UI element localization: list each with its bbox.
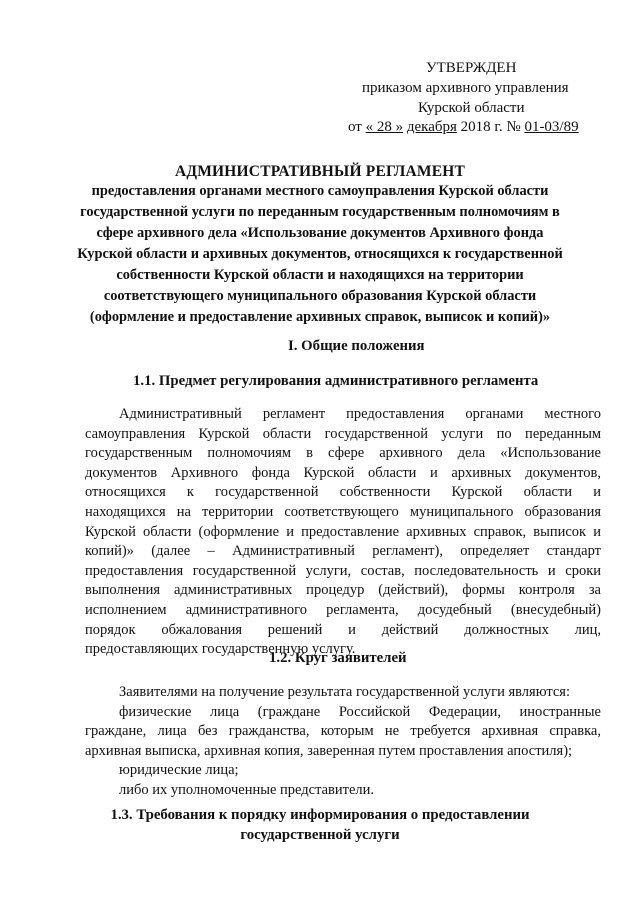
paragraph-line: исполнением административного регламента, досудебный (внесудебный) [85, 601, 601, 618]
document-subtitle [0, 181, 640, 328]
paragraph-line: Административный регламент предоставления органами местного [119, 406, 601, 422]
subtitle-line: собственности Курской области и находящихся на территории [116, 267, 524, 283]
date-prefix: от [348, 119, 362, 135]
representatives-line: либо их уполномоченные представители. [119, 781, 375, 798]
subtitle-line: государственной услуги по переданным государственным полномочиям в [80, 204, 560, 220]
subsection-heading-line: государственной услуги [240, 827, 400, 843]
subsection-heading: 1.1. Предмет регулирования административного регламента [133, 373, 539, 389]
subsection-heading-line: 1.3. Требования к порядку информирования о предоставлении [110, 807, 530, 823]
approval-stamp: УТВЕРЖДЕН [426, 60, 517, 76]
subtitle-line: сфере архивного дела «Использование документов Архивного фонда [96, 225, 544, 241]
date-year: 2018 г. № [460, 119, 521, 135]
paragraph-line: предоставляющих государственную услугу. [85, 641, 356, 658]
paragraph-line: копий)» (далее – Административный регламент), определяет стандарт [85, 543, 601, 560]
subtitle-line: (оформление и предоставление архивных справок, выписок и копий)» [89, 309, 551, 325]
section-heading: I. Общие положения [288, 338, 425, 354]
paragraph-line: выполнения административных процедур (действий), формы контроля за [85, 582, 601, 599]
paragraph-line: самоуправления Курской области государственной услуги по переданным [85, 425, 601, 442]
order-number: 01-03/89 [524, 119, 579, 135]
individuals-line: архивная выписка, архивная копия, заверенная путем проставления апостиля); [85, 742, 573, 759]
date-day: « 28 » [365, 119, 404, 135]
subtitle-line: Курской области и архивных документов, относящихся к государственной [77, 246, 563, 262]
paragraph-1-2 [85, 683, 601, 801]
subtitle-line: предоставления органами местного самоуправления Курской области [91, 183, 549, 199]
subsection-heading: 1.2. Круг заявителей [269, 650, 407, 666]
paragraph-line: порядок обжалования решений и действий должностных лиц, [85, 621, 601, 638]
paragraph-line: находящихся на территории соответствующего муниципального образования [85, 503, 601, 520]
paragraph-line: государственным полномочиям в сфере архивного дела «Использование [85, 445, 601, 462]
paragraph-1-1 [85, 405, 601, 660]
applicants-intro: Заявителями на получение результата государственной услуги являются: [119, 684, 570, 700]
subsection-heading [0, 805, 640, 845]
legal-entities-line: юридические лица; [119, 762, 239, 779]
individuals-line: физические лица (граждане Российской Федерации, иностранные [119, 703, 601, 720]
approval-order-line: приказом архивного управления [362, 80, 569, 96]
paragraph-line: относящихся к государственной собственности Курской области и [85, 484, 601, 501]
paragraph-line: предоставления государственной услуги, состав, последовательность и сроки [85, 562, 601, 579]
paragraph-line: Курской области (оформление и предоставление архивных справок, выписок и [85, 523, 601, 540]
approval-region-line: Курской области [418, 100, 525, 116]
date-month: декабря [406, 119, 457, 135]
document-title: АДМИНИСТРАТИВНЫЙ РЕГЛАМЕНТ [174, 163, 466, 180]
paragraph-line: документов Архивного фонда Курской области и архивных документов, [85, 464, 601, 481]
approval-date-line [348, 117, 579, 137]
subtitle-line: соответствующего муниципального образования Курской области [103, 288, 537, 304]
individuals-line: граждане, лица без гражданства, которым не требуется архивная справка, [85, 723, 601, 740]
